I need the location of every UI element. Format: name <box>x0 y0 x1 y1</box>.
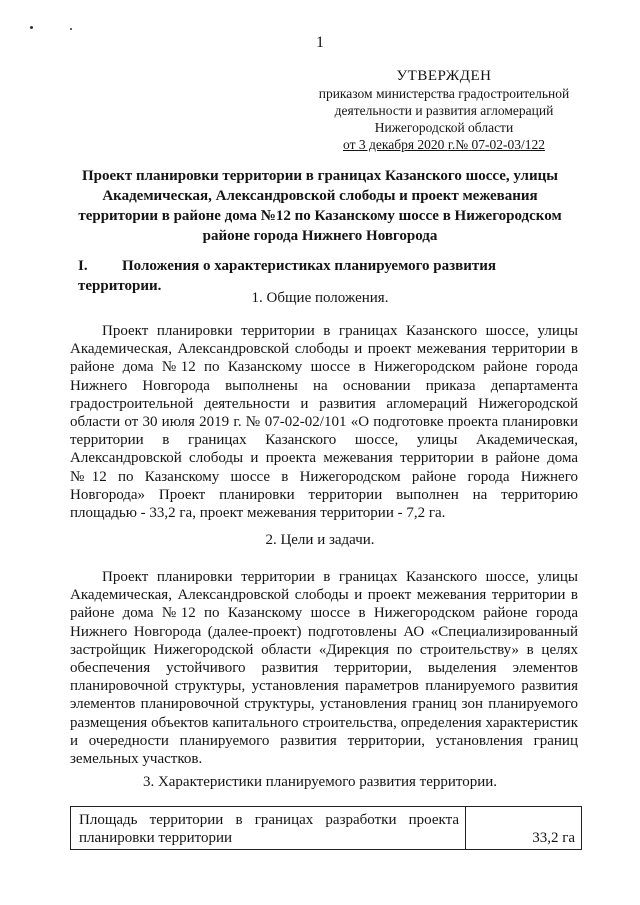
approval-date-prefix: от <box>343 137 356 152</box>
approval-stamp <box>318 68 570 153</box>
page-number: 1 <box>316 34 324 51</box>
subsection-heading-general: 1. Общие положения. <box>251 290 389 306</box>
approval-line: Нижегородской области <box>374 120 514 135</box>
approval-date-line <box>318 136 570 153</box>
document-title: Проект планировки территории в границах Казанского шоссе, улицы Академическая, Александровской слободы и проект межевания территории в районе дома №12 по Казанскому шоссе в Нижегородском районе города Нижнего Новгорода <box>78 168 562 244</box>
approval-line: деятельности и развития агломераций <box>334 103 554 118</box>
approval-number-prefix: г.№ <box>447 137 469 152</box>
scan-speck <box>30 26 33 29</box>
characteristics-table <box>70 806 582 850</box>
approval-number: 07-02-03/122 <box>471 137 545 152</box>
scan-speck <box>70 28 72 30</box>
subsection-heading-goals: 2. Цели и задачи. <box>265 532 375 548</box>
paragraph-general: Проект планировки территории в границах Казанского шоссе, улицы Академическая, Александровской слободы и проект межевания территории в районе дома №12 по Казанскому шоссе в Нижегородском районе города Нижнего Новгорода выполнены на основании приказа департамента градостроительной деятельности и развития агломераций Нижегородской области от 30 июля 2019 г. № 07-02-02/101 «О подготовке проекта планировки территории в границах Казанского шоссе, улицы Академическая, Александровской слободы и проекта межевания территории в районе дома №12 по Казанскому шоссе в Нижегородском районе города Нижнего Новгорода» Проект планировки территории выполнен на территорию площадью - 33,2 га, проект межевания территории - 7,2 га. <box>70 323 578 522</box>
table-cell-value: 33,2 га <box>466 807 582 850</box>
approval-date: 3 декабря 2020 <box>358 137 445 152</box>
table-row <box>71 807 582 850</box>
paragraph-goals: Проект планировки территории в границах Казанского шоссе, улицы Академическая, Александровской слободы и проект межевания территории в районе дома №12 по Казанскому шоссе в Нижегородском районе города Нижнего Новгорода (далее-проект) подготовлены АО «Специализированный застройщик Нижегородской области «Дирекция по строительству» в целях обеспечения устойчивого развития территории, выделения элементов планировочной структуры, установления параметров планируемого развития элементов планировочной структуры, установления границ зон планируемого размещения объектов капитального строительства, определения характеристик и очередности планируемого развития территории, установления границ земельных участков. <box>70 569 578 768</box>
approval-title: УТВЕРЖДЕН <box>396 68 492 84</box>
section-title: Положения о характеристиках планируемого развития территории. <box>78 258 497 294</box>
approval-line: приказом министерства градостроительной <box>318 86 570 101</box>
subsection-heading-characteristics: 3. Характеристики планируемого развития территории. <box>142 774 498 790</box>
table-cell-label: Площадь территории в границах разработки проекта планировки территории <box>71 807 466 850</box>
section-number: I. <box>78 258 88 274</box>
